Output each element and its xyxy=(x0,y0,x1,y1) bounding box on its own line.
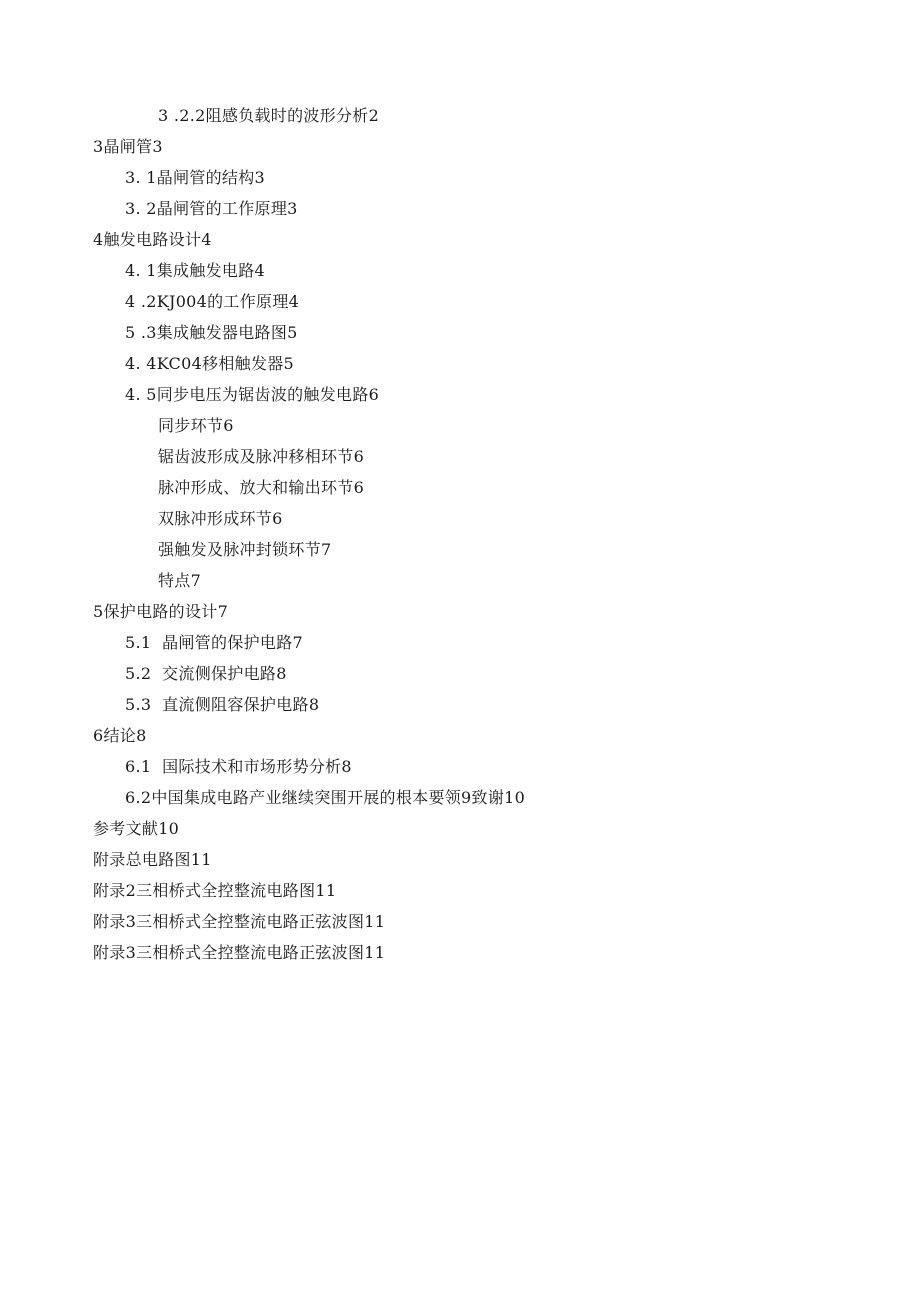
toc-entry-appendix-3b: 附录3三相桥式全控整流电路正弦波图11 xyxy=(93,943,386,962)
toc-entry-references: 参考文献10 xyxy=(93,819,180,838)
toc-entry-4-2: 4 .2KJ004的工作原理4 xyxy=(125,292,300,311)
toc-entry-appendix-1: 附录总电路图11 xyxy=(93,850,212,869)
toc-entry-sync: 同步环节6 xyxy=(158,416,234,435)
toc-entry-5: 5保护电路的设计7 xyxy=(93,602,229,621)
toc-entry-5-2: 5.2 交流侧保护电路8 xyxy=(125,664,287,683)
toc-entry-appendix-3a: 附录3三相桥式全控整流电路正弦波图11 xyxy=(93,912,386,931)
toc-entry-4: 4触发电路设计4 xyxy=(93,230,212,249)
toc-entry-4-4: 4. 4KC04移相触发器5 xyxy=(125,354,295,373)
toc-entry-5-1: 5.1 晶闸管的保护电路7 xyxy=(125,633,303,652)
toc-entry-3: 3晶闸管3 xyxy=(93,137,163,156)
toc-entry-appendix-2: 附录2三相桥式全控整流电路图11 xyxy=(93,881,337,900)
toc-entry-sawtooth: 锯齿波形成及脉冲移相环节6 xyxy=(158,447,365,466)
toc-entry-features: 特点7 xyxy=(158,571,202,590)
toc-entry-5-3: 5.3 直流侧阻容保护电路8 xyxy=(125,695,320,714)
toc-entry-double-pulse: 双脉冲形成环节6 xyxy=(158,509,283,528)
toc-entry-3-1: 3. 1晶闸管的结构3 xyxy=(125,168,266,187)
toc-entry-6-2: 6.2中国集成电路产业继续突围开展的根本要领9致谢10 xyxy=(125,788,526,807)
toc-entry-4-3: 5 .3集成触发器电路图5 xyxy=(125,323,298,342)
toc-entry-3-2-2: 3 .2.2阻感负载时的波形分析2 xyxy=(158,106,380,125)
toc-entry-pulse-output: 脉冲形成、放大和输出环节6 xyxy=(158,478,365,497)
toc-entry-3-2: 3. 2晶闸管的工作原理3 xyxy=(125,199,298,218)
toc-entry-strong-trigger: 强触发及脉冲封锁环节7 xyxy=(158,540,332,559)
toc-entry-6-1: 6.1 国际技术和市场形势分析8 xyxy=(125,757,352,776)
table-of-contents xyxy=(0,100,920,968)
toc-entry-6: 6结论8 xyxy=(93,726,147,745)
toc-entry-4-1: 4. 1集成触发电路4 xyxy=(125,261,266,280)
toc-entry-4-5: 4. 5同步电压为锯齿波的触发电路6 xyxy=(125,385,380,404)
